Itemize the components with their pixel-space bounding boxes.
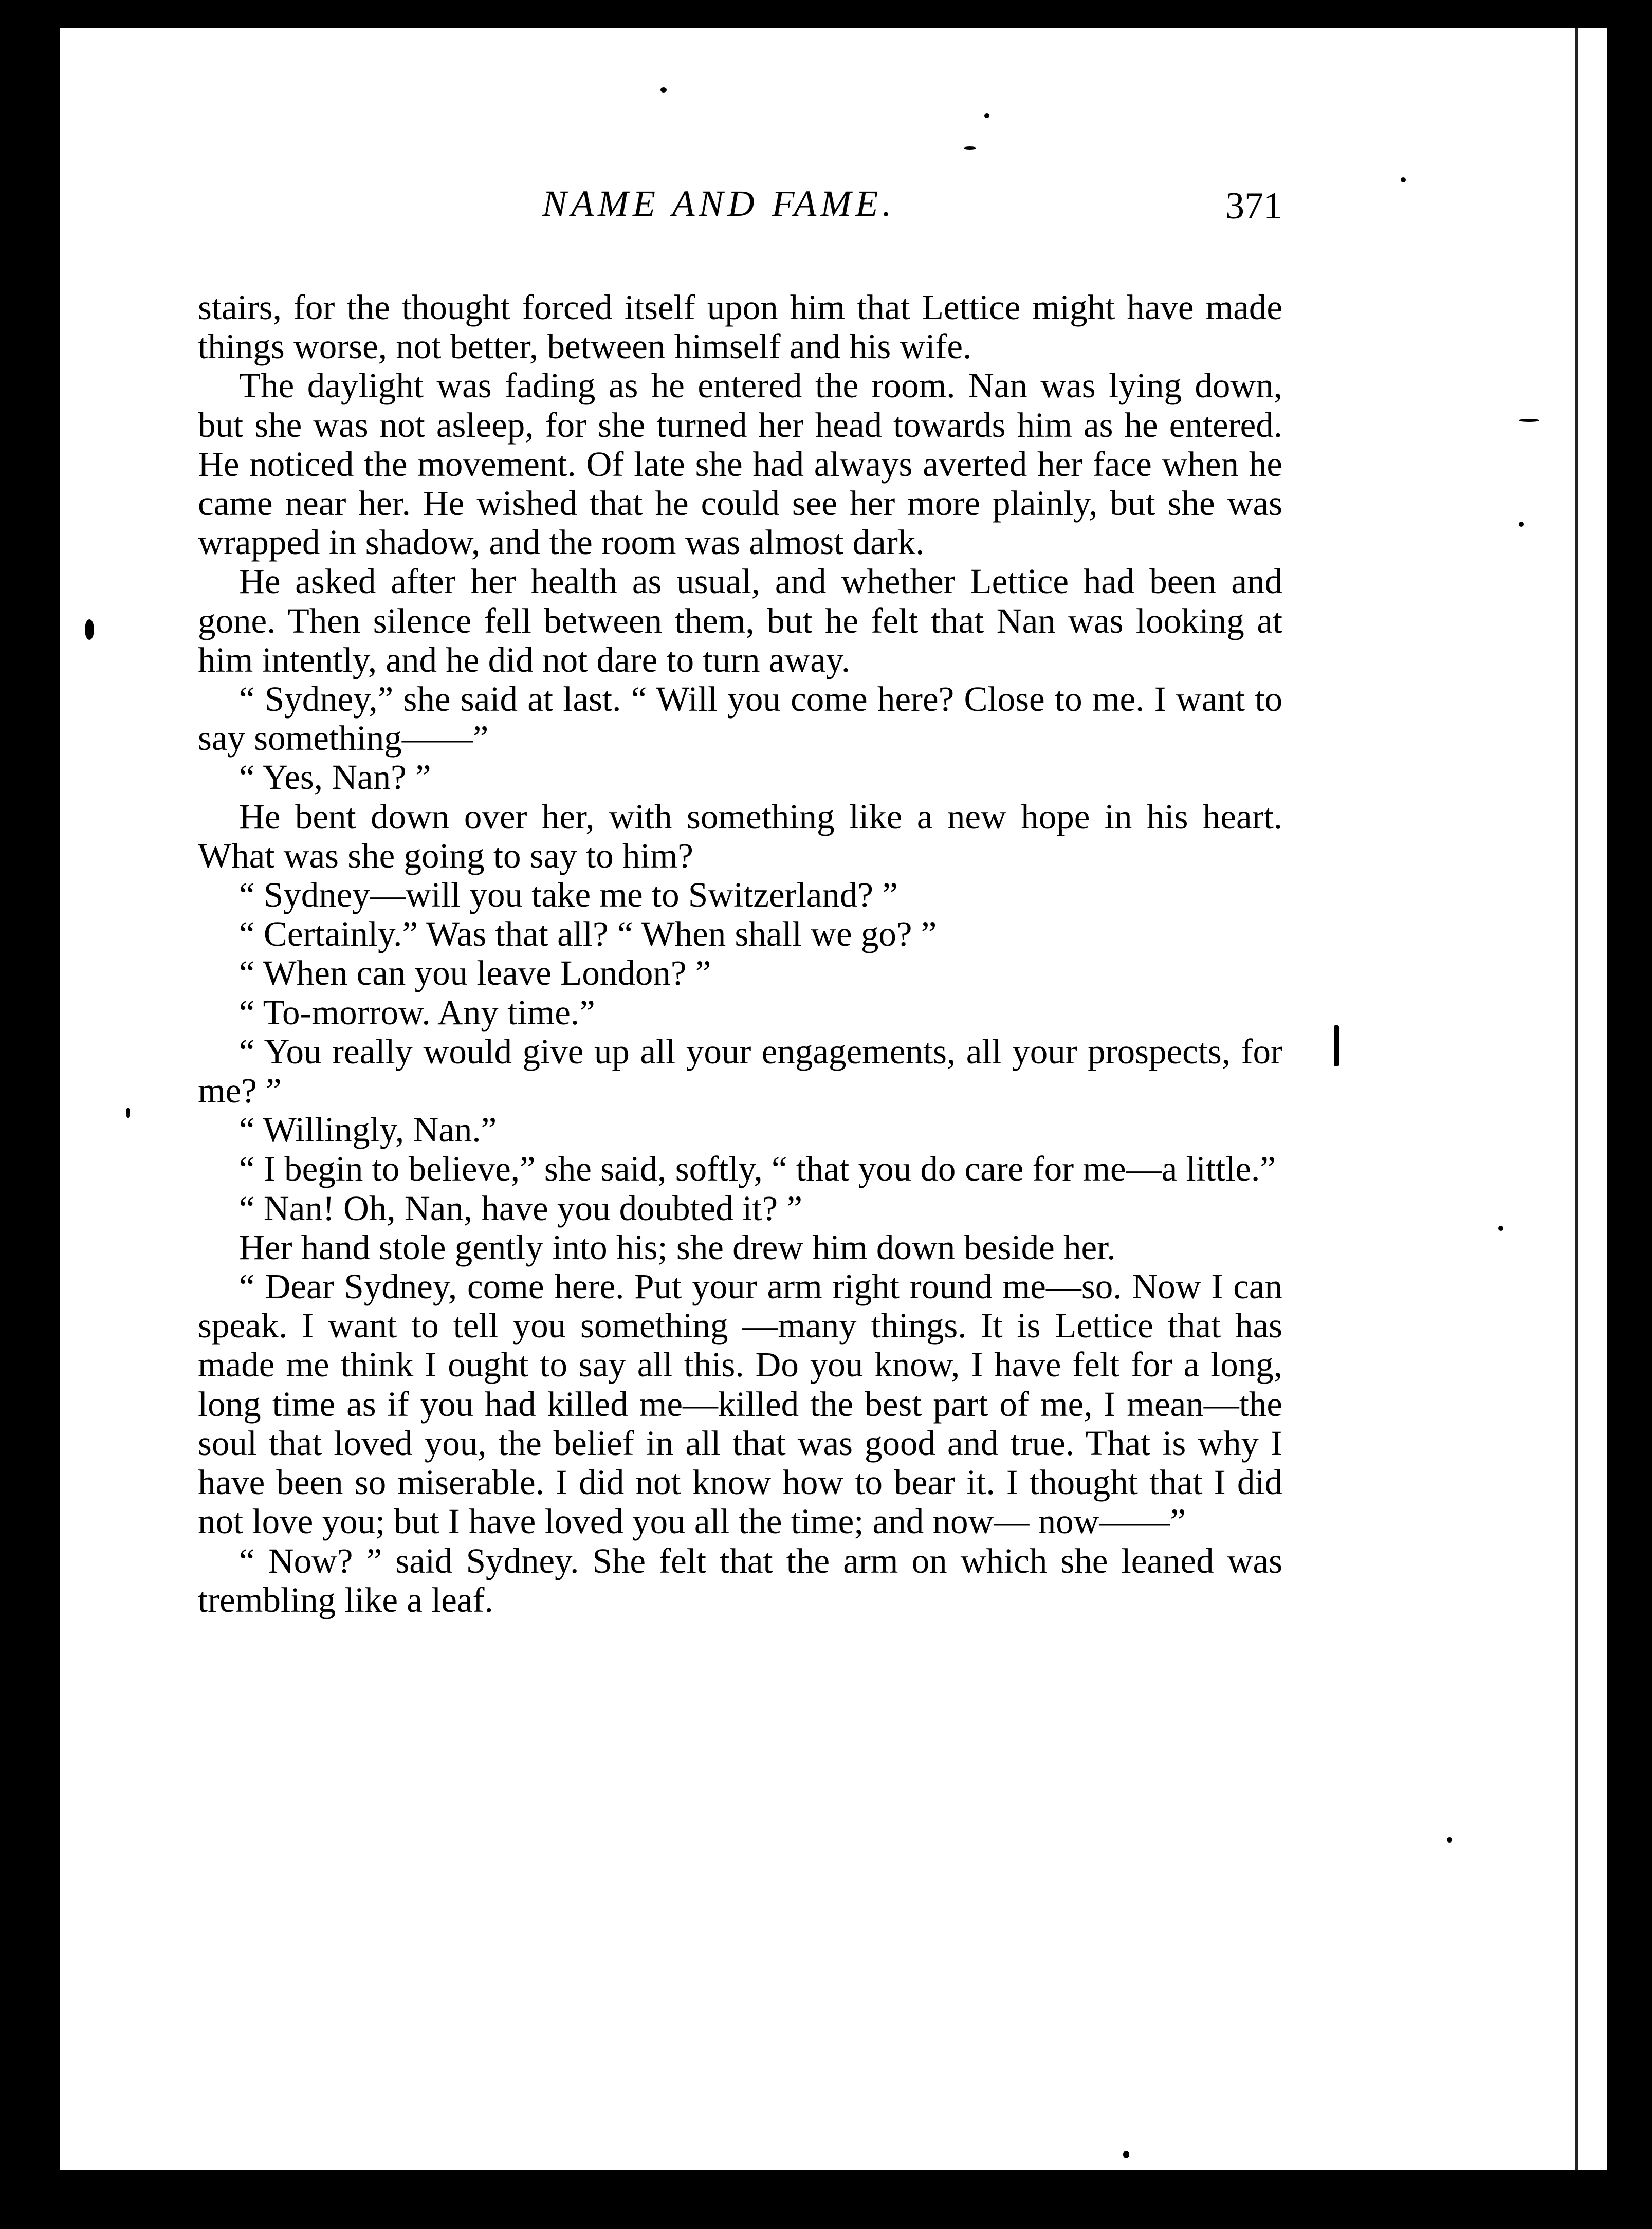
scan-speck: [1123, 2151, 1129, 2158]
book-page: [49, 28, 1614, 2179]
page-fore-edge: [1607, 28, 1614, 2179]
page-fore-edge-line: [1575, 28, 1578, 2179]
scan-speck: [984, 113, 989, 118]
paragraph: “ Now? ” said Sydney. She felt that the arm on which she leaned was trembling like a leaf.: [198, 1541, 1282, 1619]
paragraph: He bent down over her, with something like a new hope in his heart. What was she going to say to him?: [198, 797, 1282, 875]
page-binding-edge: [49, 28, 60, 2179]
scan-speck: [85, 619, 94, 640]
paragraph: “ I begin to believe,” she said, softly, “ that you do care for me—a little.”: [239, 1149, 1276, 1189]
scan-speck: [964, 146, 976, 150]
paragraph: stairs, for the thought forced itself upon him that Lettice might have made things worse, not better, between himself and his wife.: [198, 288, 1282, 366]
paragraph: “ Sydney—will you take me to Switzerland? ”: [239, 875, 898, 915]
page-number: 371: [1225, 185, 1282, 227]
scan-speck: [126, 1108, 130, 1118]
paragraph: The daylight was fading as he entered the room. Nan was lying down, but she was not asleep, for she turned her head towards him as he entered. He noticed the movement. Of late she had always averted her face when he came near her. He wished that he could see her more plainly, but she was wrapped in shadow, and the room was almost dark.: [198, 366, 1282, 562]
scan-speck: [851, 2177, 866, 2180]
paragraph: “ Dear Sydney, come here. Put your arm right round me—so. Now I can speak. I want to tell you something —many things. It is Lettice that has made me think I ought to say all this. Do you know, I have felt for a long, long time as if you had killed me—killed the best part of me, I mean—the soul that loved you, the belief in all that was good and true. That is why I have been so miserable. I did not know how to bear it. I thought that I did not love you; but I have loved you all the time; and now— now——”: [198, 1267, 1282, 1541]
paragraph: “ To-morrow. Any time.”: [239, 992, 595, 1032]
paragraph: “ Certainly.” Was that all? “ When shall we go? ”: [239, 914, 937, 954]
paragraph: Her hand stole gently into his; she drew him down beside her.: [239, 1227, 1116, 1267]
scan-speck: [1498, 1226, 1503, 1231]
scan-speck: [1519, 419, 1539, 422]
scan-speck: [1519, 522, 1524, 527]
scan-speck: [1401, 177, 1406, 182]
paragraph: “ You really would give up all your engagements, all your prospects, for me? ”: [198, 1031, 1282, 1111]
paragraph: He asked after her health as usual, and whether Lettice had been and gone. Then silence fell between them, but he felt that Nan was looking at him intently, and he did not dare to turn away.: [198, 562, 1282, 679]
scan-speck: [1447, 1837, 1452, 1843]
paragraph: “ When can you leave London? ”: [239, 953, 711, 993]
scan-speck: [660, 87, 667, 93]
paragraph: “ Sydney,” she said at last. “ Will you come here? Close to me. I want to say something——”: [198, 679, 1282, 758]
running-head-title: NAME AND FAME.: [542, 183, 896, 224]
paragraph: “ Willingly, Nan.”: [239, 1110, 497, 1150]
paragraph: “ Nan! Oh, Nan, have you doubted it? ”: [239, 1188, 802, 1228]
paragraph: “ Yes, Nan? ”: [239, 758, 431, 797]
running-head: [224, 182, 1282, 244]
page-bottom-edge: [49, 2170, 1614, 2179]
scan-speck: [1334, 1025, 1339, 1066]
body-text: [198, 288, 1282, 1619]
